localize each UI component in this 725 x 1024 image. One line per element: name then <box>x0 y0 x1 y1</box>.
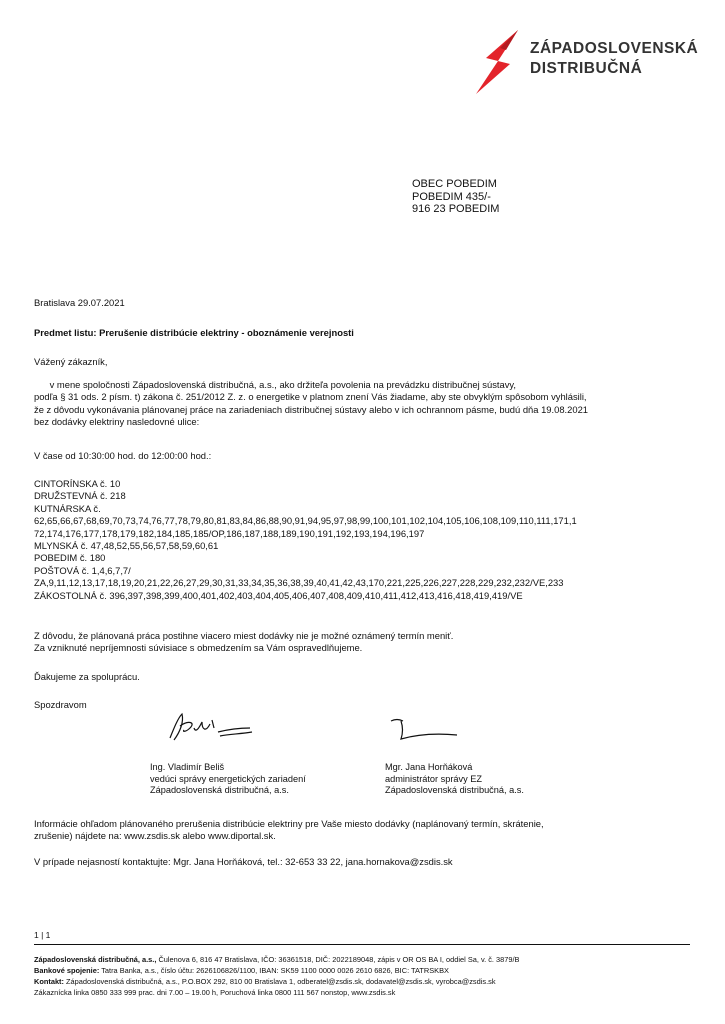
footer-label: Bankové spojenie: <box>34 966 100 975</box>
recipient-address <box>412 178 499 216</box>
greeting-line: Spozdravom <box>34 699 87 710</box>
street-line: MLYNSKÁ č. 47,48,52,55,56,57,58,59,60,61 <box>34 540 219 552</box>
footer-text: Tatra Banka, a.s., číslo účtu: 2626106826/1100, IBAN: SK59 1100 0000 0026 2610 6826, BIC: TATRSKBX <box>99 966 449 975</box>
recipient-line: OBEC POBEDIM <box>412 178 497 190</box>
letter-date: Bratislava 29.07.2021 <box>34 297 125 308</box>
recipient-line: 916 23 POBEDIM <box>412 203 500 215</box>
signatory-title: administrátor správy EZ <box>385 773 483 784</box>
signatory-company: Západoslovenská distribučná, a.s. <box>150 785 289 796</box>
street-line: POBEDIM č. 180 <box>34 552 106 564</box>
recipient-line: POBEDIM 435/- <box>412 190 491 203</box>
footer-label: Kontakt: <box>34 977 64 986</box>
signatory-name: Ing. Vladimír Beliš <box>150 762 225 772</box>
street-line: ZÁKOSTOLNÁ č. 396,397,398,399,400,401,402,403,404,405,406,407,408,409,410,411,412,413,416,418,419,419/VE <box>34 589 523 601</box>
lightning-bolt-icon <box>470 28 526 98</box>
street-line: POŠTOVÁ č. 1,4,6,7,7/ <box>34 564 131 576</box>
notice-line: Z dôvodu, že plánovaná práca postihne viacero miest dodávky nie je možné oznámený termín meniť. <box>34 630 454 641</box>
street-line: CINTORÍNSKA č. 10 <box>34 478 121 489</box>
footer-line <box>34 987 690 998</box>
streets-list <box>34 478 577 602</box>
signature-left <box>160 710 255 746</box>
contact-line: V prípade nejasností kontaktujte: Mgr. Jana Horňáková, tel.: 32-653 33 22, jana.hornakova@zsdis.sk <box>34 856 453 867</box>
footer-divider <box>34 944 690 945</box>
signatory-company: Západoslovenská distribučná, a.s. <box>385 785 524 796</box>
info-line: Informácie ohľadom plánovaného prerušenia distribúcie elektriny pre Vaše miesto dodávky (naplánovaný termín, skrátenie, <box>34 818 544 829</box>
signature-right <box>385 713 465 745</box>
signatory-name: Mgr. Jana Horňáková <box>385 762 473 772</box>
page-number: 1 | 1 <box>34 930 51 940</box>
notice-paragraph <box>34 630 453 655</box>
footer-text: Čulenova 6, 816 47 Bratislava, IČO: 36361518, DIČ: 2022189048, zápis v OR OS BA I, oddiel Sa, v. č. 3879/B <box>156 955 520 964</box>
intro-paragraph <box>34 379 588 429</box>
intro-line: podľa § 31 ods. 2 písm. t) zákona č. 251/2012 Z. z. o energetike v platnom znení Vás žiadame, aby ste obvyklým spôsobom vyhlásili, <box>34 391 587 403</box>
logo-line-1: ZÁPADOSLOVENSKÁ <box>530 40 699 57</box>
footer-line <box>34 965 690 976</box>
letter-subject: Predmet listu: Prerušenie distribúcie elektriny - oboznámenie verejnosti <box>34 327 354 338</box>
footer-label: Západoslovenská distribučná, a.s., <box>34 955 157 964</box>
street-line: KUTNÁRSKA č. <box>34 502 101 514</box>
thanks-line: Ďakujeme za spoluprácu. <box>34 671 140 682</box>
outage-time: V čase od 10:30:00 hod. do 12:00:00 hod.: <box>34 450 212 461</box>
intro-line: v mene spoločnosti Západoslovenská distribučná, a.s., ako držiteľa povolenia na prevádzku distribučnej sústavy, <box>34 379 516 390</box>
logo-line-2: DISTRIBUČNÁ <box>530 60 643 77</box>
company-logo <box>470 28 710 98</box>
info-line: zrušenie) nájdete na: www.zsdis.sk alebo www.diportal.sk. <box>34 830 276 842</box>
footer-text: Zákaznícka linka 0850 333 999 prac. dni 7.00 – 19.00 h, Poruchová linka 0800 111 567 nonstop, www.zsdis.sk <box>34 988 396 997</box>
info-paragraph <box>34 818 544 843</box>
street-line: ZA,9,11,12,13,17,18,19,20,21,22,26,27,29,30,31,33,34,35,36,38,39,40,41,42,43,170,221,225,226,227,228,229,232,232/VE,233 <box>34 577 564 589</box>
footer-text: Západoslovenská distribučná, a.s., P.O.BOX 292, 810 00 Bratislava 1, odberatel@zsdis.sk, dodavatel@zsdis.sk, vyrobca@zsdis.sk <box>63 977 496 986</box>
street-line: 62,65,66,67,68,69,70,73,74,76,77,78,79,80,81,83,84,86,88,90,91,94,95,97,98,99,100,101,102,104,105,106,108,109,110,111,171,1 <box>34 515 577 527</box>
salutation: Vážený zákazník, <box>34 356 108 367</box>
footer-line <box>34 954 690 965</box>
footer-line <box>34 976 690 987</box>
street-line: 72,174,176,177,178,179,182,184,185,185/OP,186,187,188,189,190,191,192,193,194,196,197 <box>34 527 425 539</box>
street-line: DRUŽSTEVNÁ č. 218 <box>34 490 126 502</box>
intro-line: že z dôvodu vykonávania plánovanej práce na zariadeniach distribučnej sústavy alebo v ich ochrannom pásme, budú dňa 19.08.2021 <box>34 403 589 415</box>
signatory-left <box>150 762 306 797</box>
footer <box>34 954 690 998</box>
signatory-right <box>385 762 524 797</box>
intro-line: bez dodávky elektriny nasledovné ulice: <box>34 416 200 428</box>
signatory-title: vedúci správy energetických zariadení <box>150 773 306 784</box>
notice-line: Za vzniknuté nepríjemnosti súvisiace s obmedzením sa Vám ospravedlňujeme. <box>34 642 363 654</box>
